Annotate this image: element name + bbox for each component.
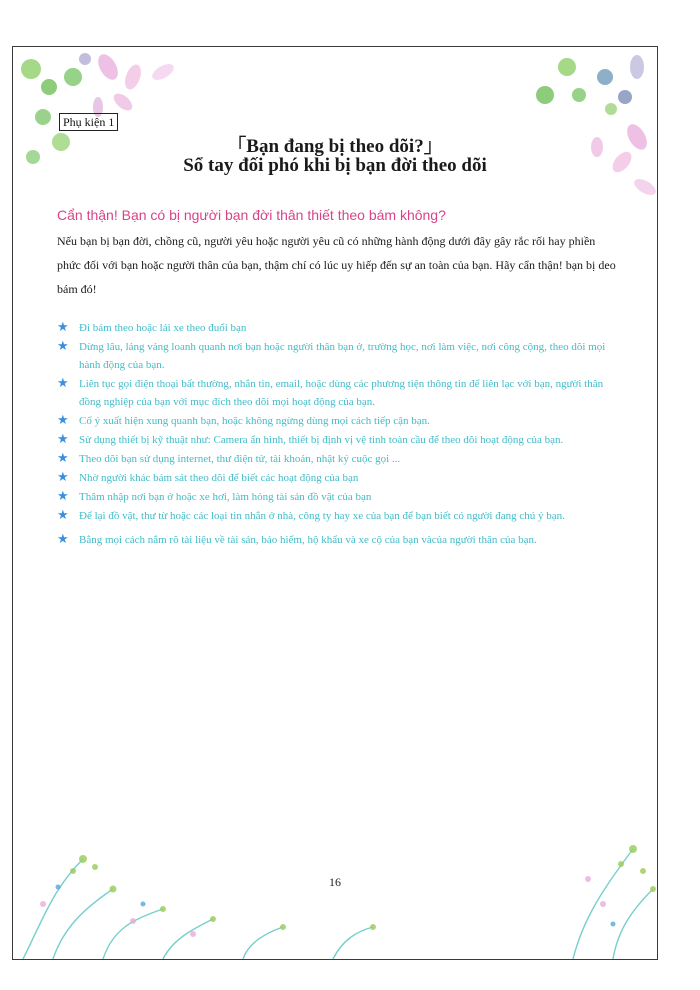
list-item-text: Sử dụng thiết bị kỹ thuật như: Camera ẩn hình, thiết bị định vị vệ tinh toàn cầu để theo dõi hoạt động của bạn. <box>79 434 564 446</box>
list-item <box>57 412 623 430</box>
star-icon: ★ <box>57 413 69 428</box>
list-item-text: Cố ý xuất hiện xung quanh bạn, hoặc không ngừng dùng mọi cách tiếp cận bạn. <box>79 415 430 427</box>
behavior-list <box>57 319 623 552</box>
list-item-text: Liên tục gọi điện thoại bất thường, nhắn tin, email, hoặc dùng các phương tiện thông tin để liên lạc với bạn, người thân đồng nghiệp của bạn với mục đích theo dõi mọi hoạt động của bạn. <box>79 378 604 408</box>
list-item <box>57 375 623 411</box>
document-page <box>12 46 658 960</box>
star-icon: ★ <box>57 451 69 466</box>
star-icon: ★ <box>57 339 69 354</box>
list-item-text: Bằng mọi cách nắm rõ tài liệu về tài sản, bảo hiểm, hộ khẩu và xe cộ của bạn vàcủa người thân của bạn. <box>79 534 537 546</box>
star-icon: ★ <box>57 508 69 523</box>
page-number: 16 <box>329 875 341 889</box>
list-item <box>57 319 623 337</box>
list-item <box>57 450 623 468</box>
list-item <box>57 338 623 374</box>
page-title: 「Bạn đang bị theo dõi?」 <box>227 136 443 157</box>
star-icon: ★ <box>57 489 69 504</box>
section-heading: Cẩn thận! Bạn có bị người bạn đời thân thiết theo bám không? <box>57 207 446 223</box>
intro-paragraph: Nếu bạn bị bạn đời, chồng cũ, người yêu hoặc người yêu cũ có những hành động dưới đây gây rắc rối hay phiền phức đối với bạn hoặc người thân của bạn, thậm chí có lúc uy hiếp đến sự an toàn của bạn. Hãy cẩn thận! bạn bị deo bám đó! <box>57 234 616 296</box>
star-icon: ★ <box>57 532 69 547</box>
appendix-label: Phụ kiện 1 <box>59 113 118 131</box>
list-item <box>57 488 623 506</box>
star-icon: ★ <box>57 470 69 485</box>
star-icon: ★ <box>57 432 69 447</box>
list-item-text: Dừng lâu, lảng vảng loanh quanh nơi bạn hoặc người thân bạn ở, trường học, nơi làm việc, nơi công cộng, theo dõi mọi hành động của bạn. <box>79 341 606 371</box>
list-item-text: Theo dõi bạn sử dụng internet, thư điện tử, tài khoản, nhật ký cuộc gọi ... <box>79 453 401 465</box>
list-item <box>57 529 623 551</box>
list-item-text: Đi bám theo hoặc lái xe theo đuổi bạn <box>79 322 247 334</box>
list-item <box>57 469 623 487</box>
list-item-text: Nhờ người khác bám sát theo dõi để biết các hoạt động của bạn <box>79 472 359 484</box>
list-item-text: Thâm nhập nơi bạn ở hoặc xe hơi, làm hỏng tài sản đồ vật của bạn <box>79 491 372 503</box>
page-subtitle: Sổ tay đối phó khi bị bạn đời theo dõi <box>183 155 487 176</box>
list-item <box>57 431 623 449</box>
star-icon: ★ <box>57 376 69 391</box>
list-item <box>57 507 623 525</box>
star-icon: ★ <box>57 320 69 335</box>
list-item-text: Để lại đồ vật, thư từ hoặc các loại tin nhắn ở nhà, công ty hay xe của bạn để bạn biết có người đang chú ý bạn. <box>79 510 565 522</box>
